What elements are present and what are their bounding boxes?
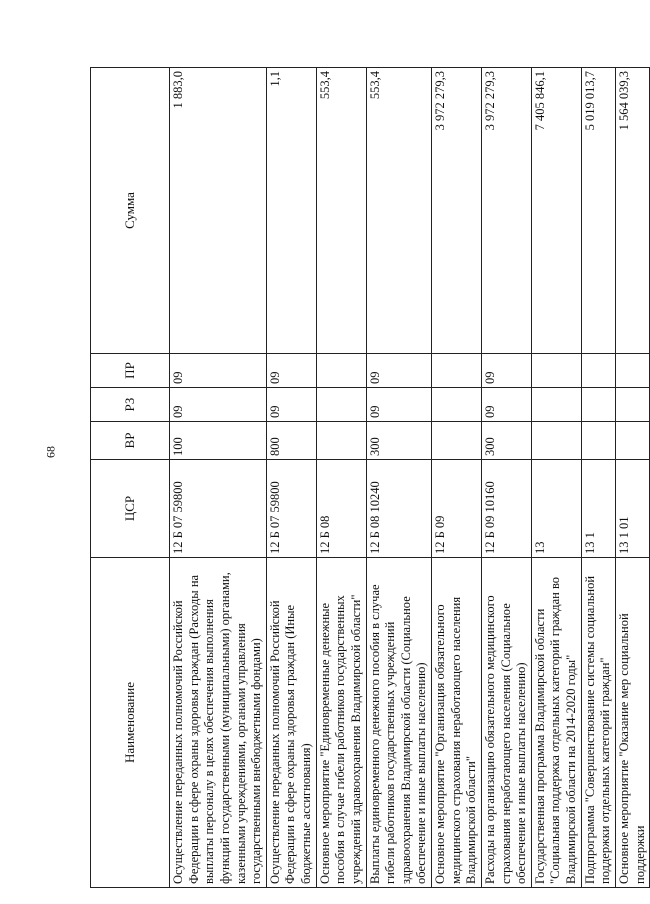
header-sum: Сумма xyxy=(91,68,170,354)
header-name: Наименование xyxy=(91,558,170,888)
header-pr: ПР xyxy=(91,354,170,388)
cell-rz: 09 xyxy=(266,388,316,422)
cell-pr xyxy=(432,354,482,388)
cell-sum: 3 972 279,3 xyxy=(432,68,482,354)
cell-name: Выплаты единовременного денежного пособия в случае гибели работников государственных учреждений здравоохранения Владимирской области (Социальное обеспечение и иные выплаты населению) xyxy=(366,558,432,888)
cell-sum: 3 972 279,3 xyxy=(481,68,531,354)
cell-csr: 12 Б 07 59800 xyxy=(170,460,267,558)
cell-name: Осуществление переданных полномочий Российской Федерации в сфере охраны здоровья граждан (Расходы на выплаты персоналу в целях обеспечения выполнения функций государственными (муниципальными) органами, казенными учреждениями, органами управления государственными внебюджетными фондами) xyxy=(170,558,267,888)
cell-sum: 5 019 013,7 xyxy=(581,68,615,354)
cell-vr xyxy=(531,422,581,460)
cell-name: Подпрограмма "Совершенствование системы социальной поддержки отдельных категорий граждан" xyxy=(581,558,615,888)
header-vr: ВР xyxy=(91,422,170,460)
table-row xyxy=(266,68,316,888)
header-rz: РЗ xyxy=(91,388,170,422)
cell-pr xyxy=(316,354,366,388)
cell-sum: 553,4 xyxy=(366,68,432,354)
cell-pr: 09 xyxy=(266,354,316,388)
cell-sum: 1,1 xyxy=(266,68,316,354)
table-row xyxy=(366,68,432,888)
cell-sum: 1 564 039,3 xyxy=(615,68,649,354)
page-number: 68 xyxy=(43,446,58,458)
cell-sum: 1 883,0 xyxy=(170,68,267,354)
cell-rz: 09 xyxy=(366,388,432,422)
cell-pr xyxy=(615,354,649,388)
cell-name: Государственная программа Владимирской области "Социальная поддержка отдельных категорий граждан во Владимирской области на 2014-2020 годы" xyxy=(531,558,581,888)
cell-csr: 12 Б 08 xyxy=(316,460,366,558)
cell-rz xyxy=(581,388,615,422)
cell-name: Основное мероприятие "Организация обязательного медицинского страхования неработающего населения Владимирской области" xyxy=(432,558,482,888)
cell-rz xyxy=(316,388,366,422)
table-row xyxy=(170,68,267,888)
cell-vr xyxy=(615,422,649,460)
cell-csr: 12 Б 07 59800 xyxy=(266,460,316,558)
cell-vr: 800 xyxy=(266,422,316,460)
table-row xyxy=(581,68,615,888)
cell-csr: 12 Б 09 xyxy=(432,460,482,558)
table-row xyxy=(481,68,531,888)
cell-sum: 7 405 846,1 xyxy=(531,68,581,354)
cell-name: Основное мероприятие "Единовременные денежные пособия в случае гибели работников государственных учреждений здравоохранения Владимирской области" xyxy=(316,558,366,888)
table-row xyxy=(432,68,482,888)
table-header-row xyxy=(91,68,170,888)
cell-pr xyxy=(581,354,615,388)
table-row xyxy=(531,68,581,888)
table-row xyxy=(615,68,649,888)
table-row xyxy=(316,68,366,888)
cell-csr: 13 xyxy=(531,460,581,558)
cell-csr: 12 Б 09 10160 xyxy=(481,460,531,558)
cell-pr: 09 xyxy=(170,354,267,388)
budget-table-container xyxy=(90,68,647,888)
cell-rz xyxy=(615,388,649,422)
cell-rz: 09 xyxy=(481,388,531,422)
cell-pr: 09 xyxy=(481,354,531,388)
cell-vr xyxy=(316,422,366,460)
cell-rz xyxy=(531,388,581,422)
cell-csr: 13 1 01 xyxy=(615,460,649,558)
cell-sum: 553,4 xyxy=(316,68,366,354)
cell-vr xyxy=(432,422,482,460)
cell-pr xyxy=(531,354,581,388)
budget-table xyxy=(90,67,650,888)
cell-vr: 100 xyxy=(170,422,267,460)
header-csr: ЦСР xyxy=(91,460,170,558)
cell-pr: 09 xyxy=(366,354,432,388)
cell-vr: 300 xyxy=(366,422,432,460)
cell-name: Осуществление переданных полномочий Российской Федерации в сфере охраны здоровья граждан (Иные бюджетные ассигнования) xyxy=(266,558,316,888)
cell-name: Основное мероприятие "Оказание мер социальной поддержки xyxy=(615,558,649,888)
cell-vr: 300 xyxy=(481,422,531,460)
cell-csr: 13 1 xyxy=(581,460,615,558)
cell-vr xyxy=(581,422,615,460)
cell-name: Расходы на организацию обязательного медицинского страхования неработающего населения (Социальное обеспечение и иные выплаты населению) xyxy=(481,558,531,888)
cell-rz xyxy=(432,388,482,422)
cell-rz: 09 xyxy=(170,388,267,422)
cell-csr: 12 Б 08 10240 xyxy=(366,460,432,558)
table-body xyxy=(170,68,650,888)
